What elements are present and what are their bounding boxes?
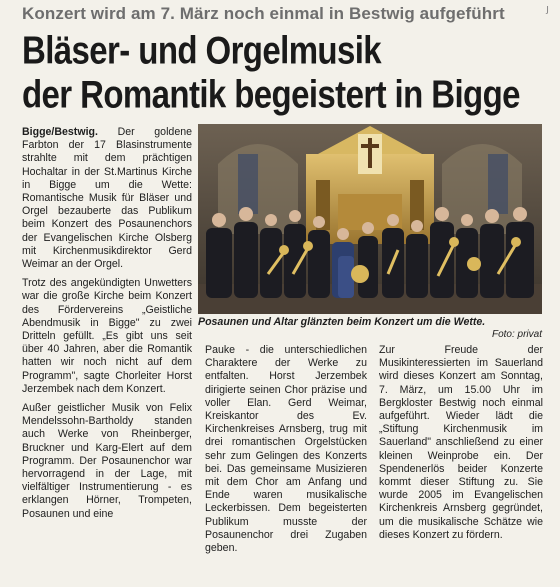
body-paragraph: Trotz des angekündigten Unwetters war die große Kirche beim Konzert des Fördervereins „Geistliche Abendmusik in Bigge" zu zwei Dritteln gefüllt. „Es gibt uns seit über 40 Jahren, aber die Romantik hatten wir noch nicht auf dem Programm", sagte Chorleiter Horst Jerzembek nach dem Konzert. bbox=[22, 277, 192, 395]
body-paragraph: Zur Freude der Musikinteressierten im Sauerland wird dieses Konzert am Sonntag, 7. März, um 15.00 Uhr im Bergkloster Bestwig noch einmal aufgeführt. Wieder lädt die „Stiftung Kirchenmusik im Sauerland" anschließend zu einer kleinen Weinprobe ein. Der Spendenerlös beider Konzerte kommt dieser Stiftung zu. Sie wurde 2005 im Evangelischen Kirchenkreis Arnsberg gegründet, um die musikalische Schätze wie dieses Konzert zu fördern. bbox=[379, 344, 543, 541]
column-2 bbox=[205, 344, 367, 555]
headline-line-2: der Romantik begeistert in Bigge bbox=[22, 72, 520, 116]
photo-caption: Posaunen und Altar glänzten beim Konzert um die Wette. bbox=[198, 316, 486, 328]
body-paragraph: Außer geistlicher Musik von Felix Mendelssohn-Bartholdy standen auch Werke von Rheinberger, Bruckner und Karg-Elert auf dem Programm. Der Posaunenchor war hervorragend in der Lage, mit vielfältiger Instrumentierung - es erklangen Hörner, Trompeten, Posaunen und eine bbox=[22, 402, 192, 520]
photo-credit: Foto: privat bbox=[491, 329, 542, 340]
column-1 bbox=[22, 126, 192, 521]
body-paragraph: Pauke - die unterschiedlichen Charaktere der Werke zu entfalten. Horst Jerzembek dirigierte seinen Chor präzise und voller Elan. Gerd Weimar, Kreiskantor des Ev. Kirchenkreises Arnsberg, trug mit drei romantischen Orgelstücken sehr zum Gelingen des Konzerts bei. Das gemeinsame Musizieren mit dem Chor am Anfang und Ende waren musikalische Leckerbissen. Dem begeisterten Publikum musste der Posaunenchor drei Zugaben geben. bbox=[205, 344, 367, 555]
headline-line-1: Bläser- und Orgelmusik bbox=[22, 28, 382, 72]
concert-photo bbox=[198, 124, 542, 314]
photo-illustration bbox=[198, 124, 542, 314]
dateline: Bigge/Bestwig. bbox=[22, 126, 98, 138]
corner-mark: ȷ bbox=[546, 2, 550, 15]
kicker-line: Konzert wird am 7. März noch einmal in Bestwig aufgeführt bbox=[22, 4, 505, 23]
lead-text: Der goldene Farbton der 17 Blasinstrumente strahlte mit dem prächtigen Hochaltar in der St.Martinus Kirche in Bigge um die Wette: Romantische Musik für Bläser und Orgel bezauberte das Publikum beim Konzert des Posaunenchors der Evangelischen Kirche Olsberg mit Kirchenmusikdirektor Gerd Weimar an der Orgel. bbox=[22, 126, 192, 271]
lead-paragraph bbox=[22, 126, 192, 271]
column-3 bbox=[379, 344, 543, 542]
